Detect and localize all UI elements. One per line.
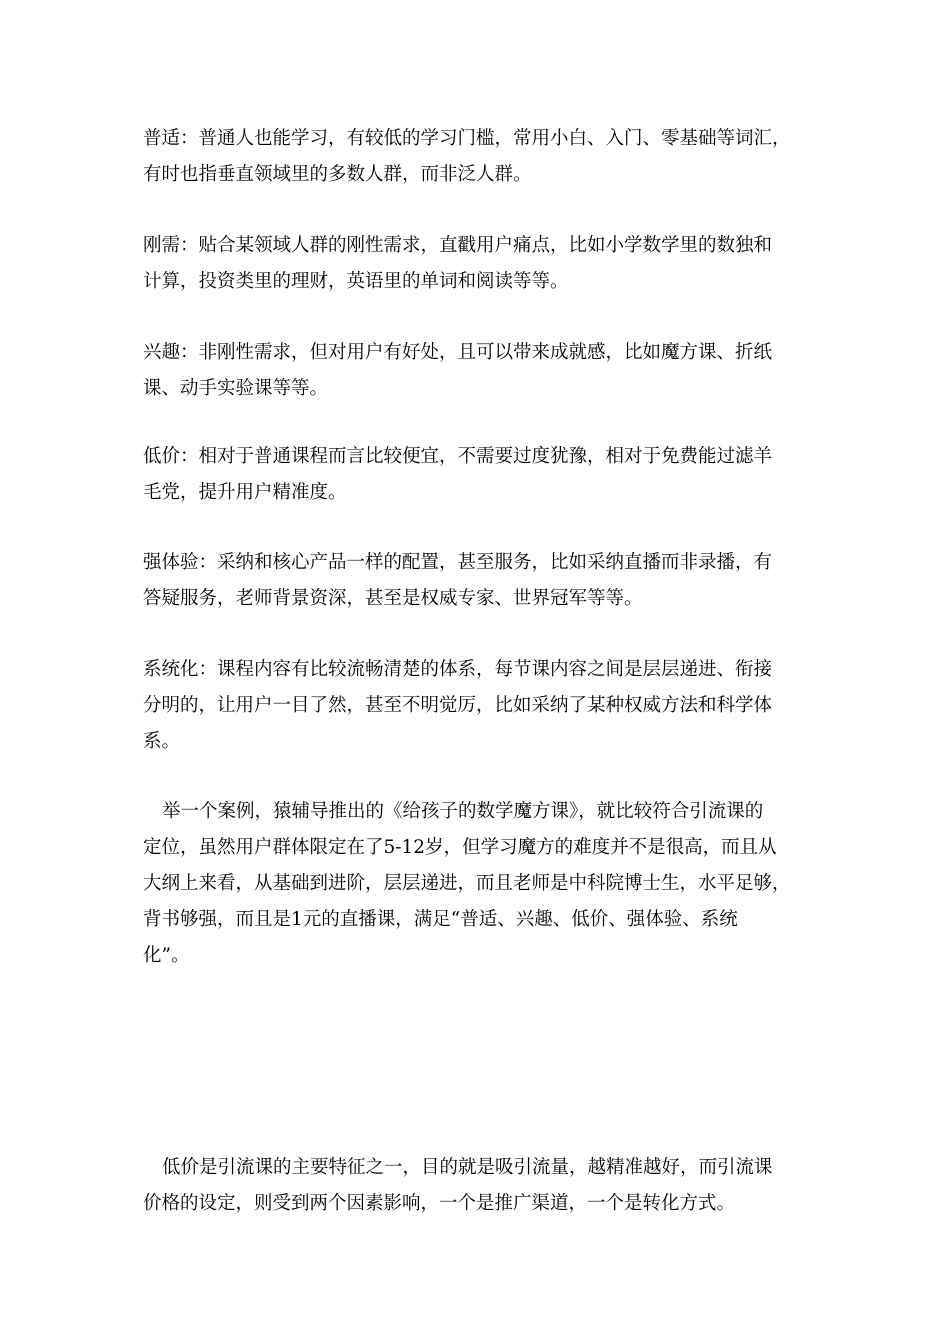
paragraph-xitonghua-line-3: 系。 xyxy=(143,731,181,752)
paragraph-anli-line-3: 大纲上来看，从基础到进阶，层层递进，而且老师是中科院博士生，水平足够， xyxy=(143,873,791,894)
paragraph-gangxu-line-1: 刚需：贴合某领域人群的刚性需求，直戳用户痛点，比如小学数学里的数独和 xyxy=(143,235,773,256)
paragraph-anli-line-1: 举一个案例，猿辅导推出的《给孩子的数学魔方课》，就比较符合引流课的 xyxy=(162,801,764,822)
paragraph-anli-line-5: 化”。 xyxy=(143,945,190,966)
paragraph-dijia-line-1: 低价：相对于普通课程而言比较便宜，不需要过度犹豫，相对于免费能过滤羊 xyxy=(143,446,773,467)
paragraph-putong-line-2: 有时也指垂直领域里的多数人群，而非泛人群。 xyxy=(143,164,532,185)
paragraph-qiangtiyan-line-1: 强体验：采纳和核心产品一样的配置，甚至服务，比如采纳直播而非录播，有 xyxy=(143,552,773,573)
paragraph-anli-line-4: 背书够强，而且是1元的直播课，满足“普适、兴趣、低价、强体验、系统 xyxy=(143,909,738,930)
paragraph-dijia-tezheng-line-1: 低价是引流课的主要特征之一，目的就是吸引流量，越精准越好，而引流课 xyxy=(162,1157,773,1178)
paragraph-putong-line-1: 普适：普通人也能学习，有较低的学习门槛，常用小白、入门、零基础等词汇， xyxy=(143,128,791,149)
paragraph-qiangtiyan-line-2: 答疑服务，老师背景资深，甚至是权威专家、世界冠军等等。 xyxy=(143,588,643,609)
paragraph-dijia-tezheng-line-2: 价格的设定，则受到两个因素影响，一个是推广渠道，一个是转化方式。 xyxy=(143,1193,736,1214)
paragraph-gangxu-line-2: 计算，投资类里的理财，英语里的单词和阅读等等。 xyxy=(143,271,569,292)
paragraph-anli-line-2: 定位，虽然用户群体限定在了5-12岁，但学习魔方的难度并不是很高，而且从 xyxy=(143,837,777,858)
paragraph-dijia-line-2: 毛党，提升用户精准度。 xyxy=(143,482,347,503)
paragraph-xitonghua-line-1: 系统化：课程内容有比较流畅清楚的体系，每节课内容之间是层层递进、衔接 xyxy=(143,659,773,680)
paragraph-xitonghua-line-2: 分明的，让用户一目了然，甚至不明觉厉，比如采纳了某种权威方法和科学体 xyxy=(143,695,773,716)
paragraph-xingqu-line-2: 课、动手实验课等等。 xyxy=(143,378,329,399)
paragraph-xingqu-line-1: 兴趣：非刚性需求，但对用户有好处，且可以带来成就感，比如魔方课、折纸 xyxy=(143,342,773,363)
